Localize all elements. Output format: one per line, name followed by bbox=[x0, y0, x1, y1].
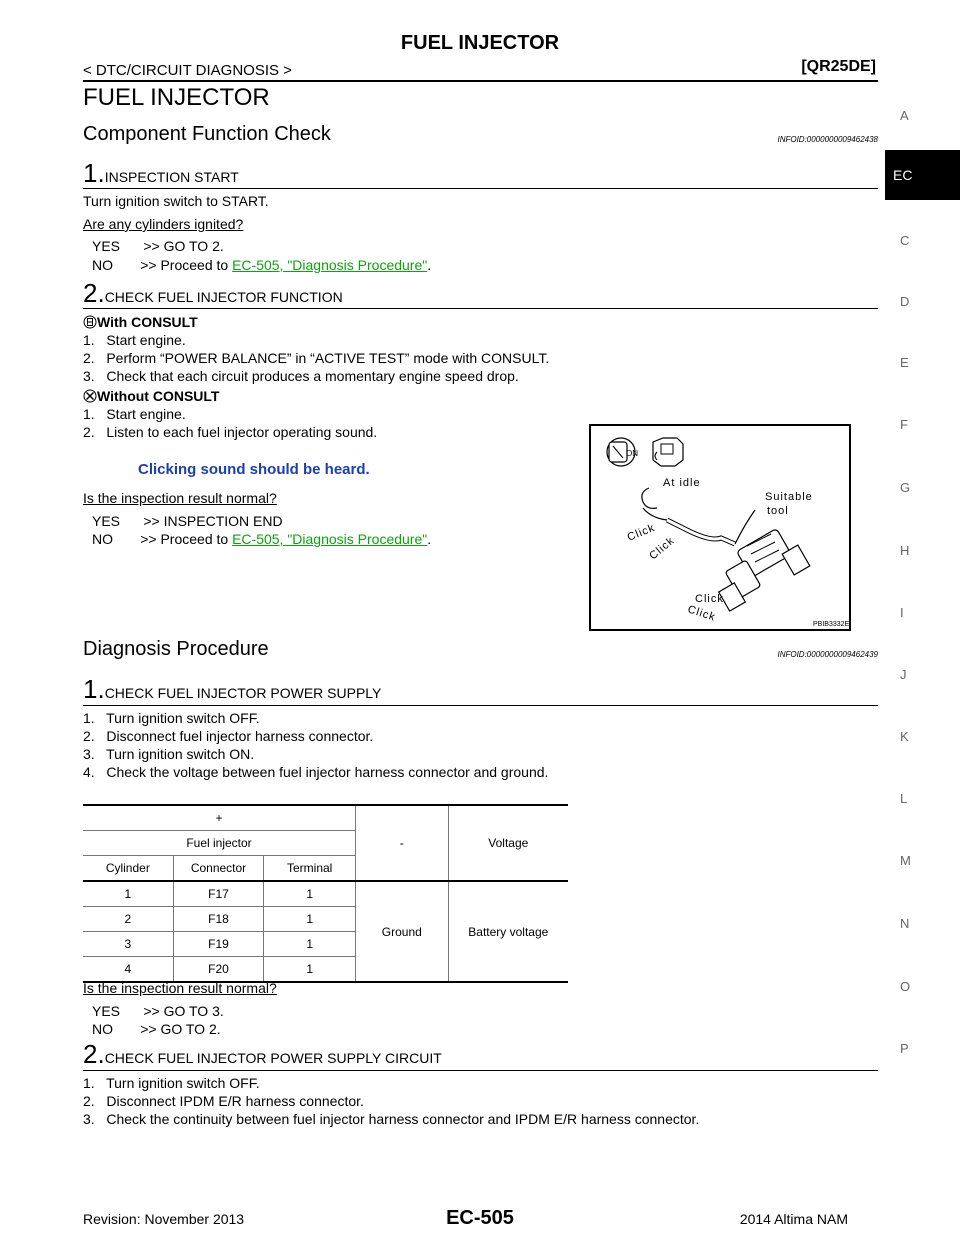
table-row bbox=[83, 881, 568, 907]
diag-step-1-no: NO >> GO TO 2. bbox=[92, 1021, 221, 1037]
plus-header: + bbox=[83, 805, 356, 831]
step-2-no bbox=[92, 531, 431, 547]
spec-text: Clicking sound should be heard. bbox=[138, 461, 370, 478]
step-title: INSPECTION START bbox=[104, 169, 239, 185]
ground-cell: Ground bbox=[356, 881, 449, 982]
section-label: < DTC/CIRCUIT DIAGNOSIS > bbox=[83, 62, 292, 79]
step-1-instruction: Turn ignition switch to START. bbox=[83, 193, 269, 209]
step-number: 1. bbox=[83, 158, 105, 188]
click-label: Click bbox=[647, 534, 678, 563]
consult-icon bbox=[83, 315, 97, 329]
step-number: 2. bbox=[83, 278, 105, 308]
on-label: ON bbox=[626, 449, 638, 458]
footer-model: 2014 Altima NAM bbox=[739, 1211, 848, 1227]
connector-cell: F19 bbox=[173, 932, 264, 957]
diag-step-1-yes: YES >> GO TO 3. bbox=[92, 1003, 224, 1019]
sidebar-item-k[interactable]: K bbox=[900, 729, 909, 744]
diag-step-2-item: 3. Check the continuity between fuel injector harness connector and IPDM E/R harness connector. bbox=[83, 1111, 700, 1127]
cylinder-cell: 2 bbox=[83, 907, 173, 932]
sidebar-item-g[interactable]: G bbox=[900, 480, 911, 495]
step-2-question: Is the inspection result normal? bbox=[83, 490, 277, 506]
minus-header: - bbox=[356, 805, 449, 881]
click-label: Click bbox=[686, 603, 718, 624]
component-check-title: Component Function Check bbox=[83, 123, 331, 145]
diagnosis-infoid: INFOID:0000000009462439 bbox=[777, 650, 878, 659]
sidebar-item-p[interactable]: P bbox=[900, 1041, 909, 1056]
connector-cell: F20 bbox=[173, 957, 264, 983]
page-header-title: FUEL INJECTOR bbox=[400, 32, 560, 54]
without-step-2: 2. Listen to each fuel injector operating sound. bbox=[83, 424, 378, 440]
with-step-3: 3. Check that each circuit produces a momentary engine speed drop. bbox=[83, 368, 519, 384]
earpiece-icon bbox=[642, 488, 657, 508]
with-consult-text: With CONSULT bbox=[97, 314, 198, 330]
cylinder-cell: 3 bbox=[83, 932, 173, 957]
header-rule bbox=[83, 80, 878, 82]
step-rule bbox=[83, 188, 878, 189]
diag-step-1-heading bbox=[83, 674, 381, 705]
voltage-header: Voltage bbox=[448, 805, 568, 881]
step-1-yes: YES >> GO TO 2. bbox=[92, 238, 224, 254]
fuel-injector-header: Fuel injector bbox=[83, 831, 356, 856]
cylinder-cell: 4 bbox=[83, 957, 173, 983]
terminal-cell: 1 bbox=[264, 907, 356, 932]
diag-step-1-item: 2. Disconnect fuel injector harness connector. bbox=[83, 728, 374, 744]
engine-code: [QR25DE] bbox=[801, 58, 876, 75]
suitable-label: Suitable bbox=[765, 491, 813, 503]
with-consult-label bbox=[83, 314, 198, 330]
step-1-heading bbox=[83, 158, 239, 189]
sidebar-item-o[interactable]: O bbox=[900, 979, 911, 994]
cylinder-header: Cylinder bbox=[83, 856, 173, 882]
diag-step-1-question: Is the inspection result normal? bbox=[83, 980, 277, 996]
diagnosis-procedure-link[interactable]: EC-505, "Diagnosis Procedure" bbox=[232, 257, 428, 273]
with-step-1: 1. Start engine. bbox=[83, 332, 186, 348]
at-idle-label: At idle bbox=[663, 477, 701, 489]
cylinder-cell: 1 bbox=[83, 881, 173, 907]
step-number: 1. bbox=[83, 674, 105, 704]
no-prefix: NO >> Proceed to bbox=[92, 531, 233, 547]
sidebar-tab-ec[interactable]: EC bbox=[885, 150, 960, 200]
step-rule bbox=[83, 1070, 878, 1071]
step-2-yes: YES >> INSPECTION END bbox=[92, 513, 283, 529]
step-number: 2. bbox=[83, 1039, 105, 1069]
with-step-2: 2. Perform “POWER BALANCE” in “ACTIVE TEST” mode with CONSULT. bbox=[83, 350, 550, 366]
diagnosis-procedure-link[interactable]: EC-505, "Diagnosis Procedure" bbox=[232, 531, 428, 547]
sidebar-item-f[interactable]: F bbox=[900, 417, 908, 432]
step-rule bbox=[83, 705, 878, 706]
diag-step-2-heading bbox=[83, 1039, 442, 1070]
page-title: FUEL INJECTOR bbox=[83, 84, 270, 111]
battery-voltage-cell: Battery voltage bbox=[448, 881, 568, 982]
connector-cell: F17 bbox=[173, 881, 264, 907]
terminal-cell: 1 bbox=[264, 881, 356, 907]
step-title: CHECK FUEL INJECTOR POWER SUPPLY bbox=[104, 685, 382, 701]
sidebar-item-j[interactable]: J bbox=[900, 667, 907, 682]
tool-label: tool bbox=[767, 505, 789, 517]
step-2-heading bbox=[83, 278, 343, 309]
connector-header: Connector bbox=[173, 856, 264, 882]
step-title: CHECK FUEL INJECTOR POWER SUPPLY CIRCUIT bbox=[104, 1050, 442, 1066]
terminal-cell: 1 bbox=[264, 957, 356, 983]
diag-step-2-item: 1. Turn ignition switch OFF. bbox=[83, 1075, 260, 1091]
footer-page-number: EC-505 bbox=[446, 1207, 514, 1229]
terminal-header: Terminal bbox=[264, 856, 356, 882]
sidebar-item-n[interactable]: N bbox=[900, 916, 910, 931]
step-title: CHECK FUEL INJECTOR FUNCTION bbox=[104, 289, 343, 305]
sidebar-item-c[interactable]: C bbox=[900, 233, 910, 248]
diag-step-1-item: 1. Turn ignition switch OFF. bbox=[83, 710, 260, 726]
diag-step-1-item: 3. Turn ignition switch ON. bbox=[83, 746, 255, 762]
injector-drawing bbox=[591, 426, 849, 629]
no-prefix: NO >> Proceed to bbox=[92, 257, 233, 273]
no-consult-icon bbox=[83, 389, 97, 403]
sidebar-item-d[interactable]: D bbox=[900, 294, 910, 309]
diagnosis-procedure-title: Diagnosis Procedure bbox=[83, 638, 269, 660]
sidebar-item-h[interactable]: H bbox=[900, 543, 910, 558]
step-rule bbox=[83, 308, 878, 309]
no-suffix: . bbox=[427, 257, 432, 273]
table-header-row bbox=[83, 805, 568, 831]
diag-step-2-item: 2. Disconnect IPDM E/R harness connector. bbox=[83, 1093, 364, 1109]
without-step-1: 1. Start engine. bbox=[83, 406, 186, 422]
footer-revision: Revision: November 2013 bbox=[83, 1211, 245, 1227]
figure-code: PBIB3332E bbox=[813, 621, 849, 628]
engine-icon bbox=[653, 438, 683, 466]
voltage-table bbox=[83, 804, 568, 983]
terminal-cell: 1 bbox=[264, 932, 356, 957]
diag-step-1-item: 4. Check the voltage between fuel injector harness connector and ground. bbox=[83, 764, 549, 780]
without-consult-label bbox=[83, 388, 219, 404]
no-suffix: . bbox=[427, 531, 432, 547]
sidebar-item-l[interactable]: L bbox=[900, 791, 908, 806]
sidebar-item-i[interactable]: I bbox=[900, 605, 904, 620]
step-1-question: Are any cylinders ignited? bbox=[83, 216, 244, 232]
step-1-no bbox=[92, 257, 431, 273]
sidebar-item-m[interactable]: M bbox=[900, 853, 911, 868]
click-label: Click bbox=[695, 593, 724, 605]
component-check-infoid: INFOID:0000000009462438 bbox=[777, 135, 878, 144]
without-consult-text: Without CONSULT bbox=[97, 388, 220, 404]
click-label: Click bbox=[625, 521, 657, 544]
injector-illustration bbox=[589, 424, 851, 631]
sidebar-item-e[interactable]: E bbox=[900, 355, 909, 370]
sidebar-item-a[interactable]: A bbox=[900, 108, 909, 123]
connector-cell: F18 bbox=[173, 907, 264, 932]
